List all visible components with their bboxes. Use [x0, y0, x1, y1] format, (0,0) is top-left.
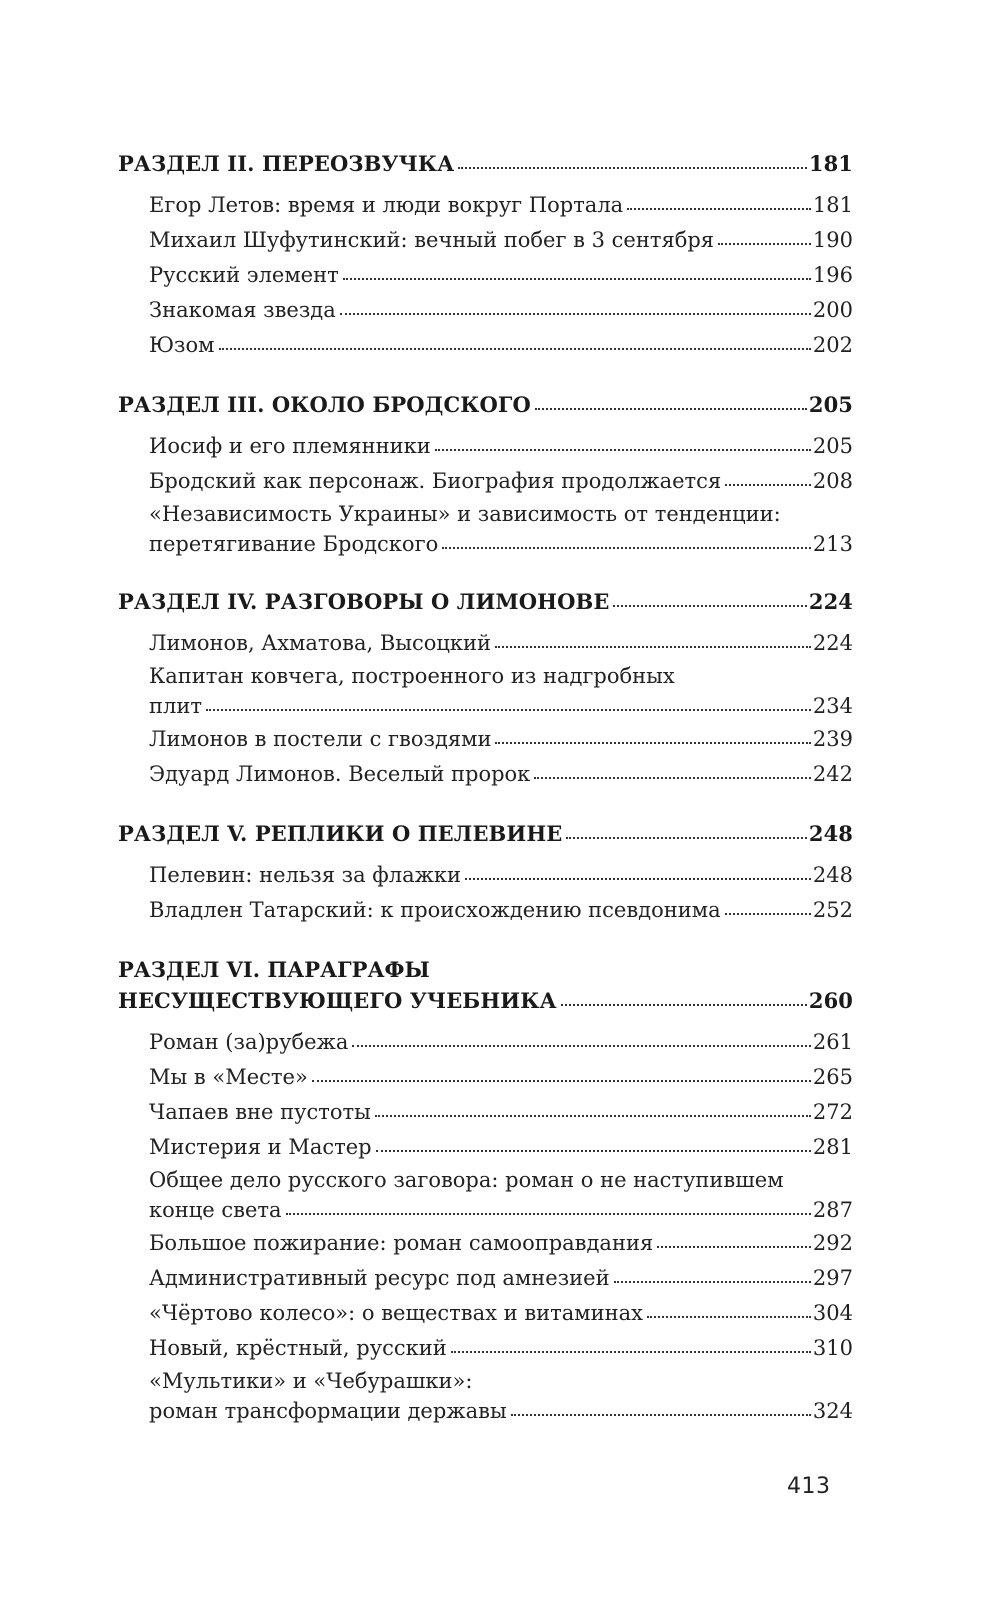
entry-title: Лимонов в постели с гвоздями	[149, 727, 492, 751]
section-entries	[118, 188, 853, 363]
dot-leader	[495, 646, 811, 648]
dot-leader	[614, 1281, 811, 1283]
toc-section	[118, 818, 853, 928]
toc-entry	[149, 293, 853, 328]
section-title: РАЗДЕЛ III. ОКОЛО БРОДСКОГО	[118, 392, 531, 417]
entry-title: Эдуард Лимонов. Веселый пророк	[149, 762, 531, 786]
entry-title-line1: «Независимость Украины» и зависимость от тенденции:	[149, 502, 781, 526]
entry-page: 224	[812, 631, 853, 655]
section-title: РАЗДЕЛ V. РЕПЛИКИ О ПЕЛЕВИНЕ	[118, 821, 563, 846]
toc-entry	[149, 1060, 853, 1095]
dot-leader	[566, 837, 806, 839]
toc-section	[118, 389, 853, 560]
dot-leader	[511, 1414, 811, 1416]
section-title-line1: РАЗДЕЛ VI. ПАРАГРАФЫ	[118, 957, 430, 982]
section-heading	[118, 586, 853, 617]
toc-entry	[149, 858, 853, 893]
section-entries	[118, 1025, 853, 1427]
dot-leader	[286, 1213, 811, 1215]
dot-leader	[375, 1115, 811, 1117]
dot-leader	[376, 1150, 811, 1152]
toc-entry	[149, 722, 853, 757]
section-page: 205	[808, 392, 853, 417]
table-of-contents	[118, 148, 853, 1453]
entry-title: конце света	[149, 1198, 282, 1222]
dot-leader	[219, 348, 811, 350]
toc-entry	[149, 1025, 853, 1060]
dot-leader	[343, 278, 811, 280]
entry-page: 181	[812, 193, 853, 217]
entry-title-line1: Общее дело русского заговора: роман о не наступившем	[149, 1168, 784, 1192]
entry-title: роман трансформации державы	[149, 1399, 507, 1423]
entry-page: 252	[812, 898, 853, 922]
entry-page: 202	[812, 333, 853, 357]
entry-title: Мы в «Месте»	[149, 1065, 308, 1089]
entry-title: Новый, крёстный, русский	[149, 1336, 447, 1360]
dot-leader	[561, 1004, 807, 1006]
toc-entry	[149, 429, 853, 464]
toc-entry	[149, 499, 853, 560]
entry-title: «Чёртово колесо»: о веществах и витаминах	[149, 1301, 643, 1325]
toc-entry	[149, 223, 853, 258]
section-title: РАЗДЕЛ II. ПЕРЕОЗВУЧКА	[118, 151, 455, 176]
dot-leader	[451, 1351, 811, 1353]
entry-title: Русский элемент	[149, 263, 339, 287]
entry-page: 281	[812, 1135, 853, 1159]
toc-entry	[149, 1366, 853, 1427]
section-page: 224	[808, 589, 853, 614]
dot-leader	[312, 1080, 811, 1082]
entry-title: Егор Летов: время и люди вокруг Портала	[149, 193, 624, 217]
toc-entry	[149, 464, 853, 499]
dot-leader	[206, 709, 811, 711]
toc-entry	[149, 626, 853, 661]
dot-leader	[647, 1316, 811, 1318]
dot-leader	[535, 408, 807, 410]
entry-title: Роман (за)рубежа	[149, 1030, 349, 1054]
entry-page: 297	[812, 1266, 853, 1290]
toc-entry	[149, 1226, 853, 1261]
dot-leader	[465, 878, 811, 880]
toc-entry	[149, 328, 853, 363]
section-title: РАЗДЕЛ IV. РАЗГОВОРЫ О ЛИМОНОВЕ	[118, 589, 610, 614]
dot-leader	[725, 484, 811, 486]
toc-entry	[149, 661, 853, 722]
dot-leader	[627, 208, 811, 210]
section-page: 260	[808, 988, 853, 1013]
dot-leader	[718, 243, 811, 245]
toc-entry	[149, 1165, 853, 1226]
entry-page: 304	[812, 1301, 853, 1325]
entry-title: Бродский как персонаж. Биография продолжается	[149, 469, 722, 493]
section-heading	[118, 389, 853, 420]
dot-leader	[352, 1045, 811, 1047]
entry-title: Чапаев вне пустоты	[149, 1100, 371, 1124]
toc-section	[118, 586, 853, 792]
toc-entry	[149, 893, 853, 928]
toc-section	[118, 954, 853, 1427]
toc-entry	[149, 1331, 853, 1366]
entry-page: 261	[812, 1030, 853, 1054]
section-heading	[118, 148, 853, 179]
entry-title: Пелевин: нельзя за флажки	[149, 863, 462, 887]
entry-page: 208	[812, 469, 853, 493]
toc-section	[118, 148, 853, 363]
entry-page: 213	[812, 532, 853, 556]
section-heading	[118, 985, 853, 1016]
entry-title: Административный ресурс под амнезией	[149, 1266, 610, 1290]
section-entries	[118, 858, 853, 928]
entry-page: 200	[812, 298, 853, 322]
dot-leader	[435, 449, 811, 451]
entry-page: 248	[812, 863, 853, 887]
entry-title: Владлен Татарский: к происхождению псевдонима	[149, 898, 721, 922]
dot-leader	[495, 742, 810, 744]
entry-title: Юзом	[149, 333, 215, 357]
entry-title: Михаил Шуфутинский: вечный побег в 3 сентября	[149, 228, 715, 252]
section-heading	[118, 818, 853, 849]
entry-page: 272	[812, 1100, 853, 1124]
dot-leader	[657, 1246, 811, 1248]
section-title: НЕСУЩЕСТВУЮЩЕГО УЧЕБНИКА	[118, 988, 557, 1013]
entry-page: 190	[812, 228, 853, 252]
toc-entry	[149, 1296, 853, 1331]
entry-title: Мистерия и Мастер	[149, 1135, 372, 1159]
page-number: 413	[787, 1474, 831, 1499]
section-entries	[118, 429, 853, 560]
entry-title: Иосиф и его племянники	[149, 434, 431, 458]
dot-leader	[340, 313, 811, 315]
toc-entry	[149, 1130, 853, 1165]
entry-page: 239	[812, 727, 853, 751]
toc-entry	[149, 1095, 853, 1130]
entry-title: Лимонов, Ахматова, Высоцкий	[149, 631, 492, 655]
dot-leader	[442, 547, 811, 549]
toc-entry	[149, 1261, 853, 1296]
toc-entry	[149, 757, 853, 792]
entry-title: Большое пожирание: роман самооправдания	[149, 1231, 654, 1255]
dot-leader	[725, 913, 811, 915]
entry-title-line1: Капитан ковчега, построенного из надгробных	[149, 664, 675, 688]
entry-title-line1: «Мультики» и «Чебурашки»:	[149, 1369, 473, 1393]
section-page: 181	[808, 151, 853, 176]
dot-leader	[458, 167, 807, 169]
entry-title: плит	[149, 694, 202, 718]
section-entries	[118, 626, 853, 792]
toc-entry	[149, 188, 853, 223]
entry-page: 234	[812, 694, 853, 718]
entry-title: Знакомая звезда	[149, 298, 336, 322]
entry-page: 292	[812, 1231, 853, 1255]
entry-page: 242	[812, 762, 853, 786]
entry-page: 287	[812, 1198, 853, 1222]
section-page: 248	[808, 821, 853, 846]
toc-entry	[149, 258, 853, 293]
entry-page: 196	[812, 263, 853, 287]
dot-leader	[613, 605, 806, 607]
entry-page: 265	[812, 1065, 853, 1089]
entry-title: перетягивание Бродского	[149, 532, 439, 556]
entry-page: 324	[812, 1399, 853, 1423]
entry-page: 205	[812, 434, 853, 458]
dot-leader	[534, 777, 811, 779]
entry-page: 310	[812, 1336, 853, 1360]
